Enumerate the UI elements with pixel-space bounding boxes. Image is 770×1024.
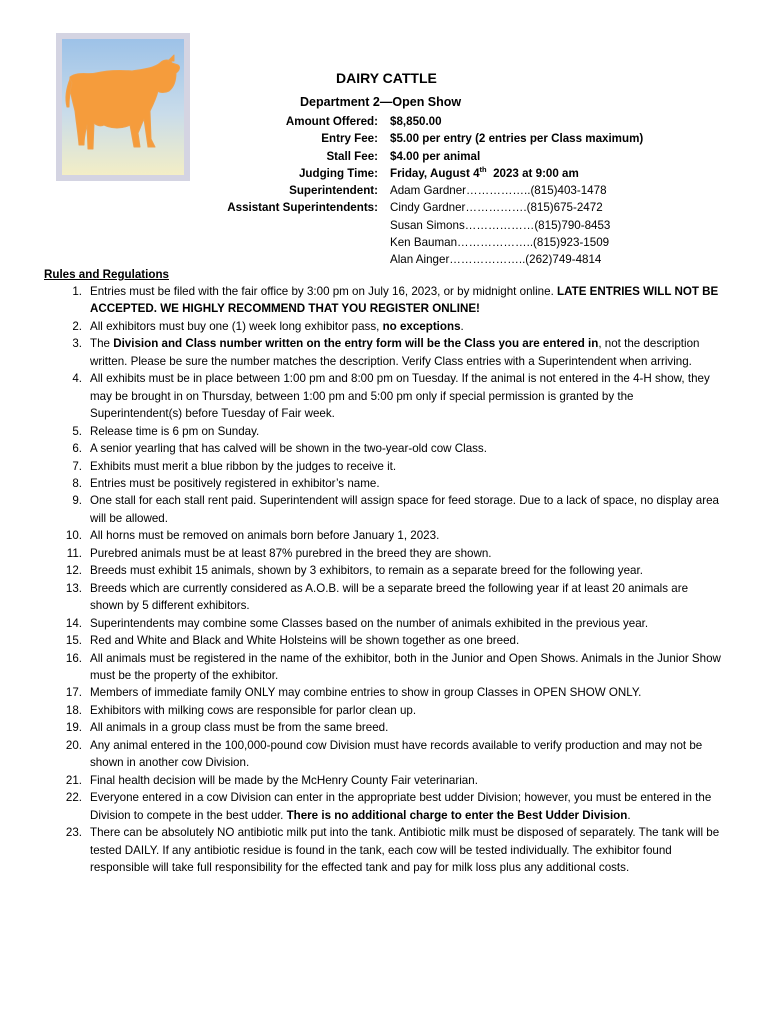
rule-number: 2. bbox=[72, 319, 82, 333]
rule-text bbox=[90, 425, 259, 438]
rule-number: 17. bbox=[65, 686, 82, 700]
info-row-superintendent bbox=[0, 182, 770, 199]
rule-text-segment: Everyone entered in a cow Division can enter in the appropriate best udder Division; however, you must be entered in the Division to compete in the best udder. bbox=[90, 791, 712, 822]
rule-text-segment: Superintendents may combine some Classes based on the number of animals exhibited in the previous year. bbox=[90, 616, 649, 630]
rule-text-segment: Breeds which are currently considered as A.O.B. will be a separate breed the following year if at least 20 animals are shown by 5 different exhibitors. bbox=[90, 581, 689, 613]
rule-text-segment: All animals in a group class must be from the same breed. bbox=[90, 721, 389, 735]
rule-text-segment: All animals must be registered in the name of the exhibitor, both in the Junior and Open Shows. Animals in the Junior Show must be the property of the exhibitor. bbox=[90, 651, 721, 682]
rule-item bbox=[44, 737, 724, 772]
info-label: Superintendent: bbox=[289, 184, 378, 198]
rule-number: 7. bbox=[72, 459, 82, 473]
rule-number: 14. bbox=[65, 616, 82, 630]
rule-text bbox=[90, 372, 710, 420]
info-row-judging-time bbox=[0, 165, 770, 182]
info-label: Assistant Superintendents: bbox=[227, 201, 378, 215]
rule-text bbox=[90, 617, 648, 630]
rule-item bbox=[44, 562, 724, 579]
rule-item bbox=[44, 824, 724, 876]
rule-text-bold: no exceptions bbox=[382, 319, 461, 333]
rule-text-segment: Breeds must exhibit 15 animals, shown by 3 exhibitors, to remain as a separate breed for the following year. bbox=[90, 564, 643, 578]
rule-text-segment: Members of immediate family ONLY may combine entries to show in group Classes in OPEN SHOW ONLY. bbox=[90, 686, 642, 700]
rule-text-segment: Release time is 6 pm on Sunday. bbox=[90, 424, 260, 438]
rule-number: 6. bbox=[72, 442, 82, 456]
rule-number: 23. bbox=[65, 826, 82, 840]
rule-item bbox=[44, 318, 724, 335]
info-row-entry-fee bbox=[0, 130, 770, 147]
rule-text bbox=[90, 460, 396, 473]
rule-number: 10. bbox=[65, 529, 82, 543]
rule-text bbox=[90, 547, 492, 560]
rule-text-segment: Any animal entered in the 100,000-pound cow Division must have records available to verify production and may not be shown in another cow Division. bbox=[90, 738, 703, 770]
rule-text-segment: , not the description written. Please be sure the number matches the description. Verify Class entries with a Superintendent when arriving. bbox=[90, 337, 700, 368]
rule-text bbox=[90, 582, 688, 612]
rule-text-segment: Purebred animals must be at least 87% purebred in the breed they are shown. bbox=[90, 546, 492, 560]
rule-text-segment: One stall for each stall rent paid. Superintendent will assign space for feed storage. Due to a lack of space, no display area will be allowed. bbox=[90, 494, 720, 525]
rule-text bbox=[90, 826, 719, 874]
rule-item bbox=[44, 632, 724, 649]
date-suffix: th bbox=[479, 165, 487, 175]
rule-text bbox=[90, 442, 487, 455]
rule-number: 1. bbox=[72, 285, 82, 298]
rule-number: 8. bbox=[72, 476, 82, 490]
rule-text bbox=[90, 477, 380, 490]
rule-text-segment: The bbox=[90, 337, 114, 351]
rule-text-segment: Entries must be positively registered in exhibitor’s name. bbox=[90, 476, 380, 490]
rule-item bbox=[44, 615, 724, 632]
rule-item bbox=[44, 475, 724, 492]
rule-number: 21. bbox=[65, 773, 82, 787]
rule-item bbox=[44, 684, 724, 701]
info-value: Susan Simons………………(815)790-8453 bbox=[390, 218, 611, 232]
rule-text bbox=[90, 529, 439, 542]
rule-item bbox=[44, 370, 724, 422]
rule-number: 13. bbox=[65, 581, 82, 595]
rule-text bbox=[90, 634, 519, 647]
rule-text-segment: Final health decision will be made by the McHenry County Fair veterinarian. bbox=[90, 773, 478, 787]
info-row-assistant-3 bbox=[0, 234, 770, 251]
info-value bbox=[390, 165, 579, 182]
judging-date: Friday, August 4 bbox=[390, 166, 480, 180]
info-label: Stall Fee: bbox=[326, 149, 378, 163]
info-label: Amount Offered: bbox=[285, 115, 378, 128]
rule-text-segment: All exhibitors must buy one (1) week long exhibitor pass, bbox=[90, 319, 383, 333]
rule-item bbox=[44, 283, 724, 318]
rule-text bbox=[90, 739, 702, 769]
info-value: Alan Ainger………………..(262)749-4814 bbox=[390, 253, 602, 267]
rule-text-segment: Exhibitors with milking cows are responsible for parlor clean up. bbox=[90, 703, 417, 717]
rule-text bbox=[90, 791, 711, 821]
rule-text bbox=[90, 774, 478, 787]
rule-item bbox=[44, 789, 724, 824]
rule-text-bold: LATE ENTRIES WILL NOT BE ACCEPTED. WE HIGHLY RECOMMEND THAT YOU REGISTER ONLINE! bbox=[90, 285, 719, 316]
info-label: Judging Time: bbox=[298, 166, 378, 180]
rule-text bbox=[90, 564, 643, 577]
rule-text bbox=[90, 721, 388, 734]
info-value: $4.00 per animal bbox=[390, 149, 481, 163]
rule-number: 18. bbox=[65, 703, 82, 717]
rule-number: 4. bbox=[72, 372, 82, 386]
rule-text-segment: There can be absolutely NO antibiotic milk put into the tank. Antibiotic milk must be disposed of separately. The tank will be tested DAILY. If any antibiotic residue is found in the tank, each cow will be tested individually. The exhibitor found responsible will take full responsibility for the effected tank and pay for milk loss plus any additional costs. bbox=[90, 826, 720, 874]
rule-number: 5. bbox=[72, 424, 82, 438]
rule-text-segment: All exhibits must be in place between 1:00 pm and 8:00 pm on Tuesday. If the animal is not entered in the 4-H show, they may be brought in on Thursday, between 1:00 pm and 5:00 pm only if special permission is granted by the Superintendent(s) before Tuesday of Fair week. bbox=[90, 372, 710, 421]
rule-text-segment: All horns must be removed on animals born before January 1, 2023. bbox=[90, 529, 440, 543]
rule-text-bold: Division and Class number written on the entry form will be the Class you are entered in bbox=[113, 337, 599, 351]
info-label: Entry Fee: bbox=[321, 132, 378, 146]
rule-number: 12. bbox=[65, 564, 82, 578]
rule-number: 9. bbox=[72, 494, 82, 508]
rule-text-segment: A senior yearling that has calved will be shown in the two-year-old cow Class. bbox=[90, 442, 487, 456]
rule-text bbox=[90, 704, 416, 717]
rule-number: 3. bbox=[72, 337, 82, 351]
info-row-assistant-2 bbox=[0, 217, 770, 234]
rule-number: 16. bbox=[65, 651, 82, 665]
info-value: $5.00 per entry (2 entries per Class maximum) bbox=[390, 132, 644, 146]
rule-text bbox=[90, 686, 641, 699]
rule-item bbox=[44, 580, 724, 615]
department-subtitle: Department 2—Open Show bbox=[300, 95, 462, 109]
rule-number: 22. bbox=[65, 791, 82, 805]
info-row-assistant-superintendents bbox=[0, 199, 770, 216]
rule-text bbox=[90, 337, 700, 367]
rule-number: 11. bbox=[66, 546, 82, 560]
info-value: Adam Gardner……………..(815)403-1478 bbox=[390, 184, 607, 198]
rule-item bbox=[44, 335, 724, 370]
show-info-table bbox=[0, 113, 770, 269]
rule-item bbox=[44, 492, 724, 527]
rule-item bbox=[44, 527, 724, 544]
rule-text-bold: There is no additional charge to enter the Best Udder Division bbox=[286, 808, 628, 822]
rule-text-segment: Entries must be filed with the fair office by 3:00 pm on July 16, 2023, or by midnight online. bbox=[90, 285, 558, 298]
rule-text-segment: . bbox=[627, 808, 631, 822]
info-row-amount-offered bbox=[0, 113, 770, 130]
rule-text-segment: . bbox=[460, 319, 464, 333]
info-row-stall-fee bbox=[0, 148, 770, 165]
rule-item bbox=[44, 458, 724, 475]
rule-item bbox=[44, 545, 724, 562]
rule-item bbox=[44, 719, 724, 736]
page-title: DAIRY CATTLE bbox=[336, 70, 437, 86]
info-value: $8,850.00 bbox=[390, 115, 442, 128]
rule-text-segment: Red and White and Black and White Holsteins will be shown together as one breed. bbox=[90, 634, 520, 648]
rule-text bbox=[90, 494, 719, 524]
rule-item bbox=[44, 650, 724, 685]
rule-item bbox=[44, 423, 724, 440]
rules-list bbox=[44, 283, 724, 876]
info-value: Cindy Gardner…………….(815)675-2472 bbox=[390, 201, 603, 215]
rule-item bbox=[44, 440, 724, 457]
rule-text bbox=[90, 652, 721, 682]
rules-heading: Rules and Regulations bbox=[44, 268, 169, 281]
rule-text bbox=[90, 320, 464, 333]
judging-year-time: 2023 at 9:00 am bbox=[486, 166, 579, 180]
rule-text bbox=[90, 285, 718, 315]
rule-item bbox=[44, 772, 724, 789]
rule-number: 20. bbox=[65, 738, 82, 752]
rule-item bbox=[44, 702, 724, 719]
rule-number: 15. bbox=[65, 634, 82, 648]
rule-text-segment: Exhibits must merit a blue ribbon by the judges to receive it. bbox=[90, 459, 397, 473]
rule-number: 19. bbox=[65, 721, 82, 735]
info-value: Ken Bauman………………..(815)923-1509 bbox=[390, 236, 610, 250]
